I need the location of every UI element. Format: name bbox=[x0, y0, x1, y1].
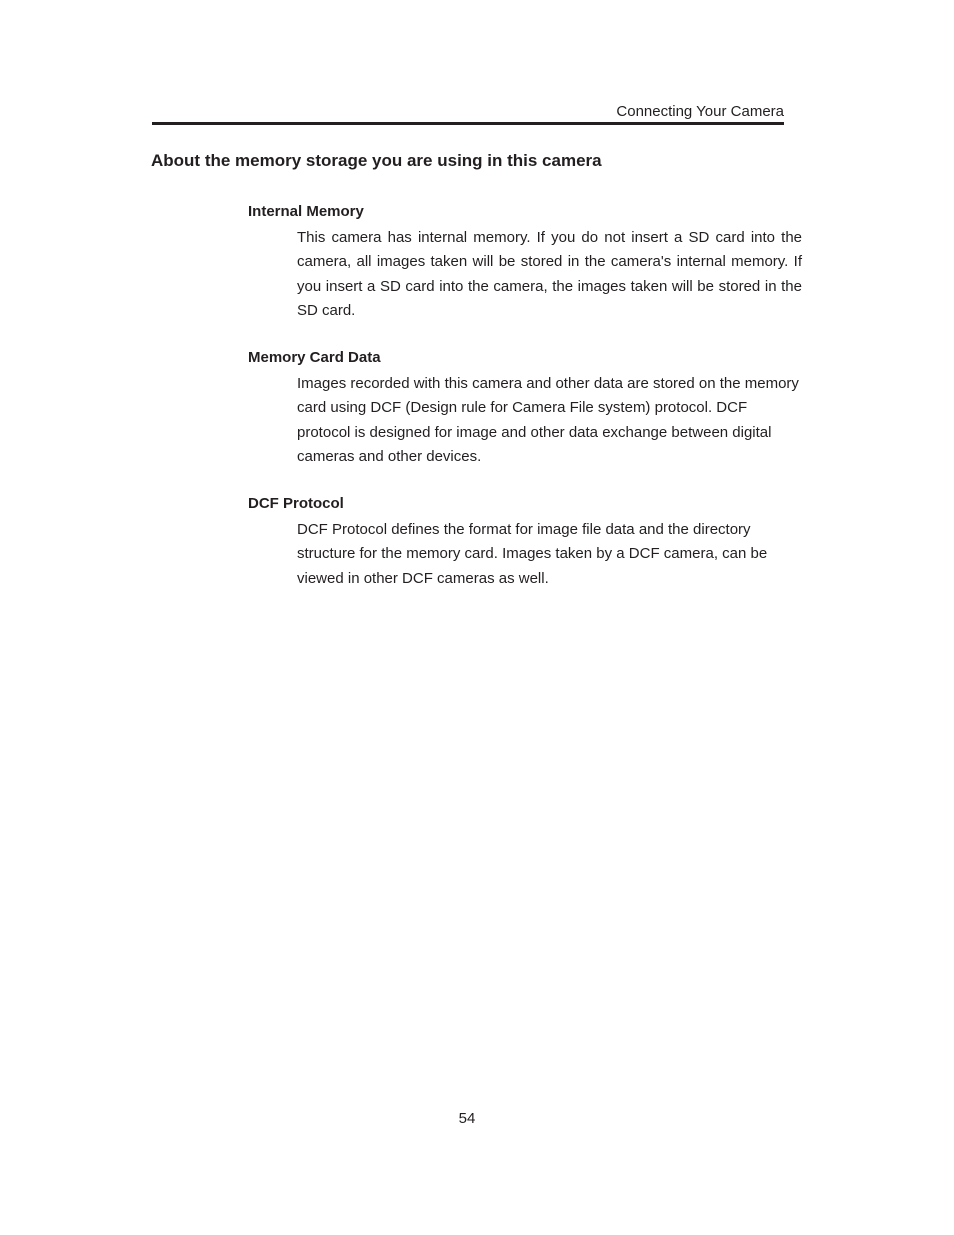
section-title: About the memory storage you are using in this camera bbox=[151, 151, 602, 170]
page-number: 54 bbox=[458, 1110, 476, 1127]
subsection-heading: Internal Memory bbox=[248, 203, 364, 220]
subsection-heading: DCF Protocol bbox=[248, 495, 344, 512]
subsection-memory-card-data bbox=[248, 348, 808, 470]
subsection-body: Images recorded with this camera and other data are stored on the memory card using DCF (Design rule for Camera File system) protocol. DCF protocol is designed for image and other data exchange between digital cameras and other devices. bbox=[297, 375, 799, 466]
header-rule bbox=[152, 122, 784, 125]
subsection-body: This camera has internal memory. If you do not insert a SD card into the camera, all images taken will be stored in the camera's internal memory. If you insert a SD card into the camera, the images taken will be stored in the SD card. bbox=[297, 229, 802, 320]
subsection-heading: Memory Card Data bbox=[248, 349, 381, 366]
subsection-body: DCF Protocol defines the format for image file data and the directory structure for the memory card. Images taken by a DCF camera, can be viewed in other DCF cameras as well. bbox=[297, 521, 768, 587]
running-header: Connecting Your Camera bbox=[616, 103, 784, 120]
subsection-internal-memory bbox=[248, 202, 808, 324]
subsection-dcf-protocol bbox=[248, 494, 808, 591]
